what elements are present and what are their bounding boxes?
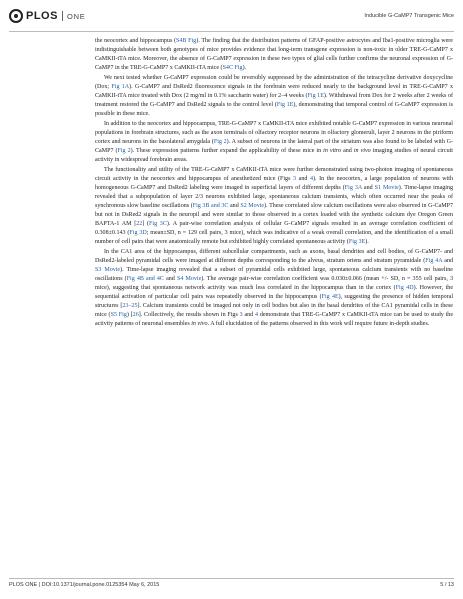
text-run: imaging studies of neural circuit activity in widespread forebrain areas. [95, 148, 453, 163]
text-run: ). However, the sequential activation of particular cell pairs was repeatedly observed in the hippocampus ( [95, 285, 454, 300]
reference-link[interactable]: 22 [136, 221, 143, 227]
reference-link[interactable]: S4B Fig [176, 38, 197, 44]
paragraph-5 [95, 248, 453, 329]
text-run: ). The average pair-wise correlation coefficient was 0.030±0.066 (mean +/- SD, n = 355 cell pairs, 3 mice), suggesting that spontaneous network activity was much less correlated in the hippocampus than in the cortex ( [95, 276, 453, 291]
reference-link[interactable]: 26 [132, 312, 139, 318]
reference-link[interactable]: S4C Fig [222, 65, 243, 71]
text-run: the neocortex and hippocampus ( [95, 38, 177, 44]
text-run: and [228, 203, 241, 209]
reference-link[interactable]: S1 Movie [374, 185, 399, 191]
plos-logo-icon [9, 9, 23, 23]
reference-link[interactable]: S4 Movie [176, 276, 202, 282]
text-run: ). Withdrawal from Dox for 2 weeks after 2 weeks of treatment restored the G-CaMP7 and DsRed2 signals to the control level ( [95, 93, 454, 108]
reference-link[interactable]: Fig 4E [321, 294, 339, 300]
text-run: ). A subset of neurons in the lateral part of the striatum was also found to be labeled with G-CaMP7 ( [95, 139, 453, 154]
text-run: ] ( [142, 221, 150, 227]
text-run: ). In the neocortex, a large population of neurons with homogeneous G-CaMP7 and DsRed2 labeling were imaged in superficial layers of different depths ( [95, 176, 453, 191]
reference-link[interactable]: Fig 3D [129, 230, 147, 236]
italic-text: in vivo [191, 321, 208, 327]
reference-link[interactable]: Fig 3A [344, 185, 362, 191]
header-divider [9, 31, 454, 32]
reference-link[interactable]: Fig 4D [395, 285, 414, 291]
reference-link[interactable]: Fig 1E [276, 102, 294, 108]
reference-link[interactable]: Fig 4B and 4C [126, 276, 164, 282]
text-run: ), suggesting the presence of hidden temporal structures [ [95, 294, 454, 309]
text-run: and [361, 185, 375, 191]
reference-link[interactable]: Fig 4A [425, 258, 443, 264]
logo-subtext: ONE [66, 11, 86, 21]
text-run: ). [365, 239, 369, 245]
reference-link[interactable]: S5 Fig [110, 312, 127, 318]
page-footer [9, 578, 454, 590]
paragraph-3 [95, 120, 453, 165]
italic-text: in vivo [353, 148, 371, 154]
text-run: ) [ [126, 312, 133, 318]
text-run: ). These expression patterns further expand the applicability of these mice in [130, 148, 324, 154]
text-run: The functionality and utility of the TRE-G-CaMP7 x CaMKII-tTA mice were further demonstrated using two-photon imaging of spontaneous circuit activity in the neocortex and hippocampus of anesthetized mice (Figs [95, 167, 453, 182]
footer-citation: PLOS ONE | DOI:10.1371/journal.pone.0125354 May 6, 2015 [9, 582, 160, 588]
reference-link[interactable]: 3 [239, 312, 243, 318]
running-title: Inducible G-CaMP7 Transgenic Mice [364, 13, 454, 19]
text-run: We next tested whether G-CaMP7 expression could be reversibly suppressed by the administration of the tetracycline derivative doxycycline (Dox; [95, 75, 453, 90]
reference-link[interactable]: S2 Movie [240, 203, 265, 209]
reference-link[interactable]: Fig 1E [307, 93, 324, 99]
logo-text: PLOS [26, 10, 58, 22]
reference-link[interactable]: Fig 3C [149, 221, 167, 227]
page-number: 5 / 13 [440, 582, 454, 588]
text-run: In the CA1 area of the hippocampus, different subcellular compartments, such as axons, basal dendrites and cell bodies, of G-CaMP7- and DsRed2-labeled pyramidal cells were imaged at different depths corresponding to the alveus, stratum oriens and stratum pyramidale ( [95, 249, 453, 264]
reference-link[interactable]: 3 [293, 176, 297, 182]
text-run: In addition to the neocortex and hippocampus, TRE-G-CaMP7 x CaMKII-tTA mice exhibited notable G-CaMP7 expression in various neuronal populations in forebrain structures, such as the axon terminals of olfactory receptor neurons in olfactory glomeruli, layer 2 neurons in the piriform cortex and neurons in the basolateral amygdala ( [95, 121, 453, 145]
text-run: ; mean±SD, n = 129 cell pairs, 3 mice), which was indicative of a weak overall correlation, and the identification of a small number of cell pairs that were anatomically remote but exhibited highly correlated spontaneous activity ( [95, 230, 454, 245]
logo-divider [62, 11, 63, 21]
reference-link[interactable]: 4 [254, 312, 259, 318]
footer-divider [9, 578, 454, 579]
text-run: and [296, 176, 310, 182]
text-run: ). Time-lapse imaging revealed that a subset of pyramidal cells exhibited large, spontaneous calcium transients with no baseline oscillations ( [95, 267, 453, 282]
text-run: . A full elucidation of the patterns observed in this work will require future in-depth studies. [207, 321, 430, 327]
reference-link[interactable]: Fig 2 [213, 139, 227, 145]
text-run: and [442, 258, 453, 264]
text-run: ]. Collectively, the results shown in Figs [138, 312, 240, 318]
text-run: and [242, 312, 255, 318]
reference-link[interactable]: Fig 2 [117, 148, 131, 154]
reference-link[interactable]: Fig 3B and 3C [192, 203, 229, 209]
paragraph-2 [95, 74, 453, 119]
text-run: demonstrate that TRE-G-CaMP7 x CaMKII-tTA mice can be used to study the activity patterns of neuronal ensembles [95, 312, 453, 327]
article-body [95, 37, 453, 330]
reference-link[interactable]: Fig 3E [348, 239, 366, 245]
text-run: ]. Calcium transients could be imaged not only in cell bodies but also in the basal dendrites of the CA1 pyramidal cells in these mice ( [95, 303, 453, 318]
text-run: ). These correlated slow calcium oscillations were also observed in G-CaMP7 but not in DsRed2 signals in the neuropil and were similar to those observed in a cortex loaded with the synthetic calcium dye Oregon Green BAPTA-1 AM [ [95, 203, 453, 227]
text-run: and [163, 276, 177, 282]
page-header [9, 9, 454, 27]
text-run: ). The finding that the distribution patterns of GFAP-positive astrocytes and Iba1-positive microglia were indistinguishable between both genotypes of mice provides evidence that long-term transgene expression is non-toxic in older TRE-G-CaMP7 x CaMKII-tTA mice. Moreover, the absence of G-CaMP7 expression in these two types of glial cells further confirms the neuronal expression of G-CaMP7 in the TRE-G-CaMP7 x CaMKII-tTA mice ( [95, 38, 453, 71]
text-run: ). [242, 65, 247, 71]
reference-link[interactable]: 4 [309, 176, 313, 182]
text-run: ). A pair-wise correlation analysis of cellular G-CaMP7 signals resulted in an average correlation coefficient of 0.308±0.143 ( [95, 221, 453, 236]
paragraph-4 [95, 166, 453, 247]
reference-link[interactable]: S3 Movie [95, 267, 121, 273]
text-run: ), demonstrating that temporal control of G-CaMP7 expression is possible in these mice. [95, 102, 453, 117]
reference-link[interactable]: Fig 1A [111, 84, 130, 90]
plos-one-logo [9, 9, 86, 23]
paragraph-1 [95, 37, 453, 73]
text-run: and [341, 148, 354, 154]
reference-link[interactable]: 23–25 [122, 303, 138, 309]
text-run: ). G-CaMP7 and DsRed2 fluorescence signals in the forebrain were reduced nearly to the background level in TRE-G-CaMP7 x CaMKII-tTA mice treated with Dox (2 mg/ml in 0.1% saccharin water) for 2–4 weeks ( [95, 84, 454, 99]
italic-text: in vitro [323, 148, 342, 154]
text-run: ). Time-lapse imaging revealed that a subpopulation of layer 2/3 neurons exhibited large, spontaneous calcium transients, which often occurred near the peaks of synchronous slow baseline oscillations ( [95, 185, 453, 209]
